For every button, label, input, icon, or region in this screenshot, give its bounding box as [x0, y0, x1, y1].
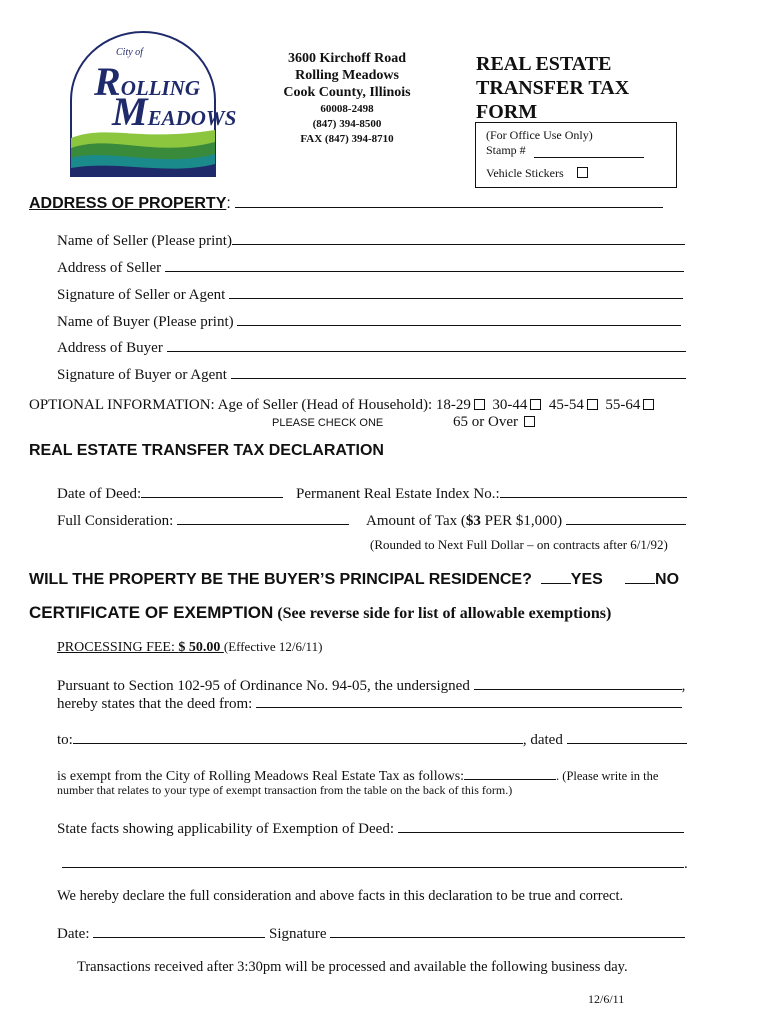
- principal-residence-row: [29, 569, 679, 589]
- age-option-65-over: [453, 414, 535, 431]
- seller-address-field[interactable]: [165, 257, 684, 272]
- seller-signature-field[interactable]: [229, 284, 683, 299]
- logo-rolling-text: OLLING: [120, 76, 201, 100]
- pursuant-comma: ,: [681, 678, 686, 694]
- deed-to-label: to:: [57, 732, 73, 748]
- date-label: Date:: [57, 926, 90, 942]
- exemption-heading-row: [29, 603, 611, 623]
- deed-from-field[interactable]: [256, 693, 682, 708]
- state-facts-label: State facts showing applicability of Exemption of Deed:: [57, 821, 395, 837]
- age-30-44-checkbox[interactable]: [530, 399, 541, 410]
- date-of-deed-label: Date of Deed:: [57, 486, 142, 502]
- please-write-text: . (Please write in the: [556, 769, 659, 783]
- declaration-heading: REAL ESTATE TRANSFER TAX DECLARATION: [29, 442, 384, 459]
- buyer-name-label: Name of Buyer (Please print): [57, 314, 234, 330]
- please-check-one: PLEASE CHECK ONE: [272, 417, 384, 429]
- seller-address-label: Address of Seller: [57, 260, 162, 276]
- processing-fee-effective: (Effective 12/6/11): [223, 639, 323, 654]
- buyer-address-field[interactable]: [167, 337, 686, 352]
- seller-address-row: [57, 257, 684, 277]
- no-field[interactable]: [625, 569, 655, 584]
- age-option-18-29: [436, 397, 485, 413]
- buyer-name-row: [57, 311, 681, 331]
- state-facts-field[interactable]: [398, 818, 684, 833]
- address-fax: FAX (847) 394-8710: [300, 133, 394, 145]
- age-30-44-label: 30-44: [492, 397, 528, 413]
- date-field[interactable]: [93, 923, 265, 938]
- date-of-deed-row: [57, 483, 283, 503]
- form-title: [476, 52, 629, 124]
- address-phone: (847) 394-8500: [312, 118, 382, 130]
- yes-label: YES: [570, 571, 603, 588]
- amount-of-tax-row: [366, 510, 686, 530]
- age-18-29-checkbox[interactable]: [474, 399, 485, 410]
- signature-label: Signature: [268, 926, 327, 942]
- processing-fee-label: PROCESSING FEE:: [57, 640, 179, 655]
- declare-text: We hereby declare the full consideration and above facts in this declaration to be true and correct.: [57, 888, 624, 904]
- rounded-note: (Rounded to Next Full Dollar – on contracts after 6/1/92): [370, 537, 668, 552]
- age-45-54-label: 45-54: [548, 397, 584, 413]
- amount-of-tax-rate: $3: [465, 513, 481, 529]
- undersigned-field[interactable]: [474, 675, 682, 690]
- age-option-30-44: [492, 397, 541, 413]
- property-row: [29, 193, 663, 213]
- logo-meadows: [112, 88, 236, 135]
- seller-signature-label: Signature of Seller or Agent: [57, 287, 226, 303]
- buyer-address-label: Address of Buyer: [57, 340, 163, 356]
- amount-of-tax-label-post: PER $1,000): [480, 513, 563, 529]
- optional-info-label: OPTIONAL INFORMATION: Age of Seller (Head of Household):: [29, 397, 433, 413]
- processing-fee-amount: $ 50.00: [178, 640, 224, 655]
- form-title-line2: TRANSFER TAX: [476, 77, 630, 99]
- yes-field[interactable]: [541, 569, 571, 584]
- buyer-address-row: [57, 337, 686, 357]
- logo-r-initial: R: [94, 59, 121, 104]
- stamp-label: [486, 143, 526, 158]
- index-no-row: [296, 483, 687, 503]
- full-consideration-field[interactable]: [177, 510, 349, 525]
- seller-signature-row: [57, 284, 683, 304]
- date-signature-row: [57, 923, 685, 943]
- full-consideration-row: [57, 510, 349, 530]
- age-65-over-checkbox[interactable]: [524, 416, 535, 427]
- age-option-55-64: [605, 397, 654, 413]
- stamp-text: Stamp #: [486, 143, 526, 157]
- buyer-signature-field[interactable]: [231, 364, 686, 379]
- amount-of-tax-label-pre: Amount of Tax (: [366, 513, 466, 529]
- seller-name-field[interactable]: [232, 230, 685, 245]
- buyer-signature-label: Signature of Buyer or Agent: [57, 367, 227, 383]
- dated-label: , dated: [522, 732, 563, 748]
- state-facts-period: .: [684, 856, 688, 872]
- date-of-deed-field[interactable]: [141, 483, 283, 498]
- revision-date: 12/6/11: [588, 992, 625, 1006]
- age-45-54-checkbox[interactable]: [587, 399, 598, 410]
- age-18-29-label: 18-29: [435, 397, 471, 413]
- logo-city-of: City of: [116, 47, 143, 58]
- pursuant-row: [57, 675, 685, 695]
- amount-of-tax-field[interactable]: [566, 510, 686, 525]
- office-use-label: (For Office Use Only): [486, 128, 593, 142]
- principal-residence-question: WILL THE PROPERTY BE THE BUYER’S PRINCIPAL RESIDENCE?: [29, 571, 532, 588]
- form-title-line1: REAL ESTATE: [476, 53, 612, 75]
- no-label: NO: [655, 571, 680, 588]
- exempt-row: [57, 765, 658, 785]
- exemption-number-field[interactable]: [464, 765, 556, 780]
- state-facts-continued-row: [62, 853, 688, 873]
- deed-to-field[interactable]: [73, 729, 523, 744]
- buyer-signature-row: [57, 364, 686, 384]
- processing-fee-label-group: [57, 640, 224, 655]
- address-block: [262, 50, 432, 147]
- address-zip: 60008-2498: [320, 103, 374, 115]
- vehicle-stickers-checkbox[interactable]: [577, 167, 588, 178]
- property-address-field[interactable]: [235, 193, 663, 208]
- pursuant-text: Pursuant to Section 102-95 of Ordinance No. 94-05, the undersigned: [57, 678, 470, 694]
- vehicle-stickers-label: [486, 166, 588, 181]
- index-no-field[interactable]: [500, 483, 687, 498]
- address-county: Cook County, Illinois: [283, 85, 411, 100]
- full-consideration-label: Full Consideration:: [57, 513, 174, 529]
- index-no-label: Permanent Real Estate Index No.:: [296, 486, 500, 502]
- transactions-note: Transactions received after 3:30pm will be processed and available the following business day.: [77, 959, 628, 975]
- age-55-64-checkbox[interactable]: [643, 399, 654, 410]
- deed-from-row: [57, 693, 682, 713]
- deed-from-label: hereby states that the deed from:: [57, 696, 253, 712]
- state-facts-row: [57, 818, 684, 838]
- property-colon: :: [226, 195, 231, 212]
- state-facts-continued-field[interactable]: [62, 853, 684, 868]
- address-city: Rolling Meadows: [295, 68, 399, 83]
- vehicle-stickers-text: Vehicle Stickers: [486, 166, 564, 180]
- optional-info-row: [29, 397, 654, 414]
- seller-name-label: Name of Seller (Please print): [57, 233, 232, 249]
- logo-m-initial: M: [112, 89, 148, 134]
- logo-meadows-text: EADOWS: [147, 106, 237, 130]
- office-use-box: [475, 122, 677, 188]
- age-option-45-54: [549, 397, 598, 413]
- address-street: 3600 Kirchoff Road: [288, 51, 406, 66]
- seller-name-row: [57, 230, 685, 250]
- age-55-64-label: 55-64: [605, 397, 641, 413]
- signature-field[interactable]: [330, 923, 685, 938]
- number-note: number that relates to your type of exempt transaction from the table on the back of this form.): [57, 783, 513, 797]
- exemption-subheading: (See reverse side for list of allowable exemptions): [277, 605, 612, 622]
- deed-to-row: [57, 729, 687, 749]
- exempt-text: is exempt from the City of Rolling Meadows Real Estate Tax as follows:: [57, 769, 465, 784]
- buyer-name-field[interactable]: [237, 311, 681, 326]
- form-title-line3: FORM: [476, 101, 538, 123]
- property-heading: ADDRESS OF PROPERTY: [29, 195, 227, 212]
- dated-field[interactable]: [567, 729, 687, 744]
- stamp-field[interactable]: [534, 157, 644, 158]
- city-logo: [68, 30, 237, 178]
- exemption-heading: CERTIFICATE OF EXEMPTION: [29, 603, 274, 622]
- age-65-over-label: 65 or Over: [453, 414, 518, 430]
- processing-fee-row: [57, 639, 322, 656]
